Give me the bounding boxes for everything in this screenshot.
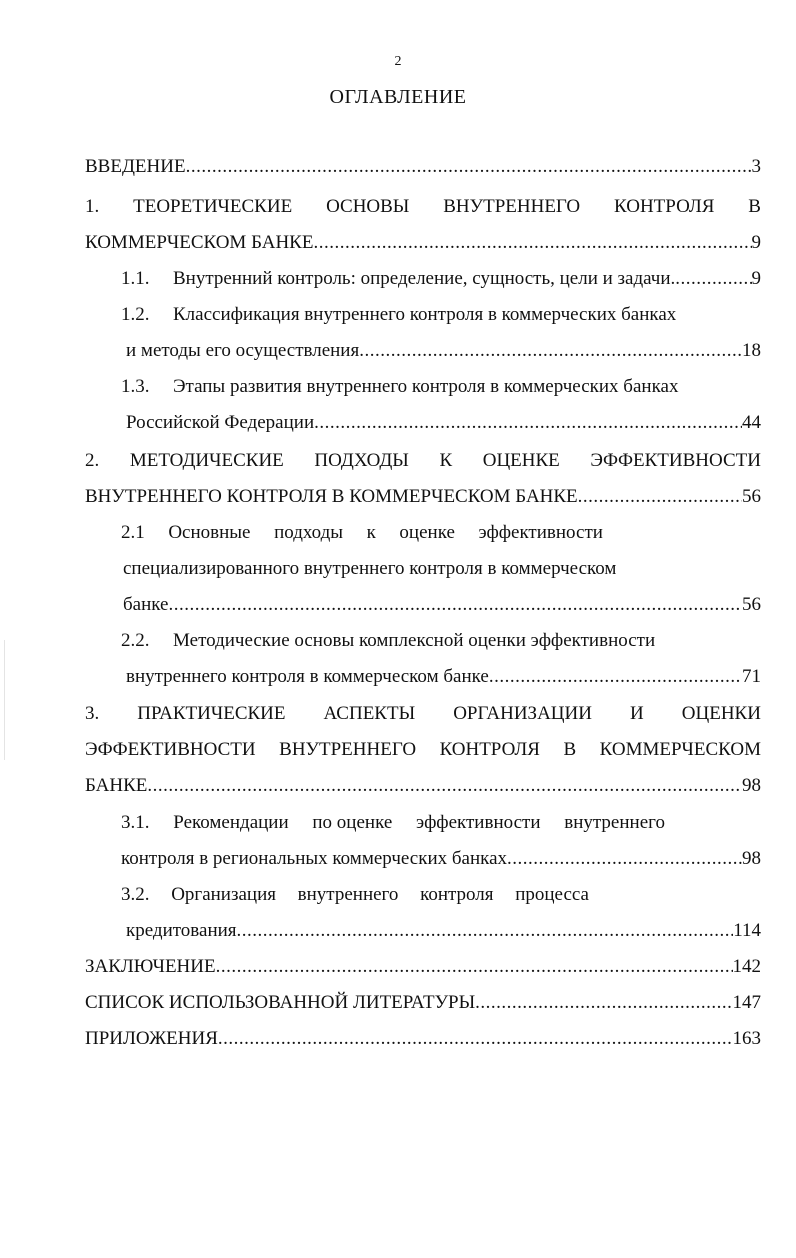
heading-word: ПРАКТИЧЕСКИЕ [137,703,286,724]
toc-entry-intro[interactable] [85,154,761,180]
toc-chapter-3-heading-line2[interactable] [85,737,761,763]
section-number: 3.2. [121,884,150,905]
section-number: 3.1. [121,812,150,833]
dot-leader [475,990,732,1016]
chapter-number: 3. [85,703,100,724]
toc-entry-conclusion[interactable] [85,954,761,980]
toc-section-3-2-cont[interactable] [126,918,761,944]
section-number: 2.2. [121,630,150,651]
heading-word: МЕТОДИЧЕСКИЕ [129,450,284,471]
toc-entry-page: 56 [742,594,761,615]
toc-chapter-3-cont[interactable] [85,773,761,799]
heading-word: Организация [171,884,276,905]
toc-entry-title: кредитования [126,920,237,941]
heading-word: внутреннего [564,812,665,833]
heading-word: эффективности [478,522,603,543]
dot-leader [313,230,751,256]
toc-chapter-1-heading[interactable] [85,194,761,220]
heading-word: К [439,450,453,471]
heading-word: контроля [420,884,494,905]
toc-entry-references[interactable] [85,990,761,1016]
toc-chapter-2-cont[interactable] [85,484,761,510]
toc-entry-page: 44 [742,412,761,433]
heading-word: к [366,522,376,543]
dot-leader [168,592,742,618]
toc-entry-page: 98 [742,848,761,869]
dot-leader [489,664,742,690]
heading-word: И [630,703,644,724]
toc-section-1-1[interactable] [121,266,761,292]
toc-entry-page: 9 [751,232,761,253]
toc-section-1-2-cont[interactable] [126,338,761,364]
toc-entry-title: Классификация внутреннего контроля в коммерческих банках [173,304,677,325]
heading-word: ТЕОРЕТИЧЕСКИЕ [133,196,293,217]
toc-entry-title: БАНКЕ [85,775,148,796]
heading-word: ПОДХОДЫ [314,450,409,471]
toc-section-2-1[interactable] [121,520,603,546]
heading-word: В [748,196,761,217]
dot-leader [186,154,752,180]
toc-entry-page: 163 [732,1028,761,1049]
toc-section-1-3[interactable] [121,374,761,400]
toc-entry-page: 98 [742,775,761,796]
heading-word: ЭФФЕКТИВНОСТИ [85,739,256,760]
toc-entry-page: 3 [751,156,761,177]
heading-word: ЭФФЕКТИВНОСТИ [590,450,761,471]
toc-section-1-3-cont[interactable] [126,410,761,436]
dot-leader [218,1026,733,1052]
heading-word: Рекомендации [173,812,289,833]
heading-word: ОЦЕНКЕ [482,450,560,471]
heading-word: оценке [399,522,455,543]
toc-section-2-1-cont2[interactable] [123,592,761,618]
heading-word: внутреннего [297,884,399,905]
toc-entry-page: 142 [732,956,761,977]
toc-entry-title: ЗАКЛЮЧЕНИЕ [85,956,216,977]
toc-entry-title: Методические основы комплексной оценки эффективности [173,630,656,651]
heading-word: ВНУТРЕННЕГО [279,739,417,760]
section-number: 1.3. [121,376,150,397]
dot-leader [314,410,742,436]
heading-word: ОСНОВЫ [326,196,410,217]
heading-word: ВНУТРЕННЕГО [443,196,581,217]
dot-leader [147,773,742,799]
dot-leader [216,954,733,980]
dot-leader [578,484,742,510]
toc-entry-title: ВВЕДЕНИЕ [85,156,186,177]
toc-entry-appendices[interactable] [85,1026,761,1052]
toc-section-2-2[interactable] [121,628,761,654]
toc-entry-title: ПРИЛОЖЕНИЯ [85,1028,218,1049]
toc-entry-title: специализированного внутреннего контроля в коммерческом [123,558,617,579]
toc-entry-title: контроля в региональных коммерческих банках [121,848,508,869]
toc-entry-page: 71 [742,666,761,687]
toc-section-2-1-cont1[interactable] [123,556,761,582]
toc-entry-page: 9 [751,268,761,289]
section-number: 1.2. [121,304,150,325]
dot-leader [359,338,742,364]
heading-word: эффективности [416,812,541,833]
heading-word: ОЦЕНКИ [681,703,761,724]
toc-section-3-1[interactable] [121,810,665,836]
toc-chapter-3-heading[interactable] [85,701,761,727]
toc-section-3-2[interactable] [121,882,589,908]
section-number: 2.1 [121,522,145,543]
heading-word: КОНТРОЛЯ [439,739,540,760]
heading-word: АСПЕКТЫ [323,703,416,724]
chapter-number: 1. [85,196,100,217]
section-number: 1.1. [121,268,150,289]
toc-entry-page: 114 [733,920,761,941]
toc-section-3-1-cont[interactable] [121,846,761,872]
heading-word: по оценке [312,812,393,833]
dot-leader [675,266,751,292]
toc-entry-page: 18 [742,340,761,361]
toc-entry-page: 147 [732,992,761,1013]
toc-entry-title: СПИСОК ИСПОЛЬЗОВАННОЙ ЛИТЕРАТУРЫ [85,992,476,1013]
dot-leader [507,846,742,872]
heading-word: КОММЕРЧЕСКОМ [599,739,761,760]
scan-edge [4,640,5,760]
heading-word: подходы [274,522,344,543]
toc-entry-title: и методы его осуществления [126,340,360,361]
heading-word: ОРГАНИЗАЦИИ [453,703,592,724]
toc-chapter-1-cont[interactable] [85,230,761,256]
heading-word: Основные [168,522,251,543]
toc-entry-title: банке [123,594,169,615]
toc-chapter-2-heading[interactable] [85,448,761,474]
toc-section-1-2[interactable] [121,302,761,328]
dot-leader [237,918,734,944]
toc-entry-title: Этапы развития внутреннего контроля в коммерческих банках [173,376,679,397]
page-title: ОГЛАВЛЕНИЕ [329,86,467,108]
heading-word: КОНТРОЛЯ [614,196,715,217]
heading-word: процесса [515,884,589,905]
chapter-number: 2. [85,450,100,471]
toc-entry-page: 56 [742,486,761,507]
toc-entry-title: ВНУТРЕННЕГО КОНТРОЛЯ В КОММЕРЧЕСКОМ БАНКЕ [85,486,578,507]
toc-entry-title: Внутренний контроль: определение, сущность, цели и задачи. [173,268,676,289]
heading-word: В [563,739,577,760]
page-number: 2 [394,54,402,69]
toc-section-2-2-cont[interactable] [126,664,761,690]
toc-entry-title: КОММЕРЧЕСКОМ БАНКЕ [85,232,314,253]
toc-entry-title: внутреннего контроля в коммерческом банке [126,666,489,687]
toc-entry-title: Российской Федерации [126,412,315,433]
